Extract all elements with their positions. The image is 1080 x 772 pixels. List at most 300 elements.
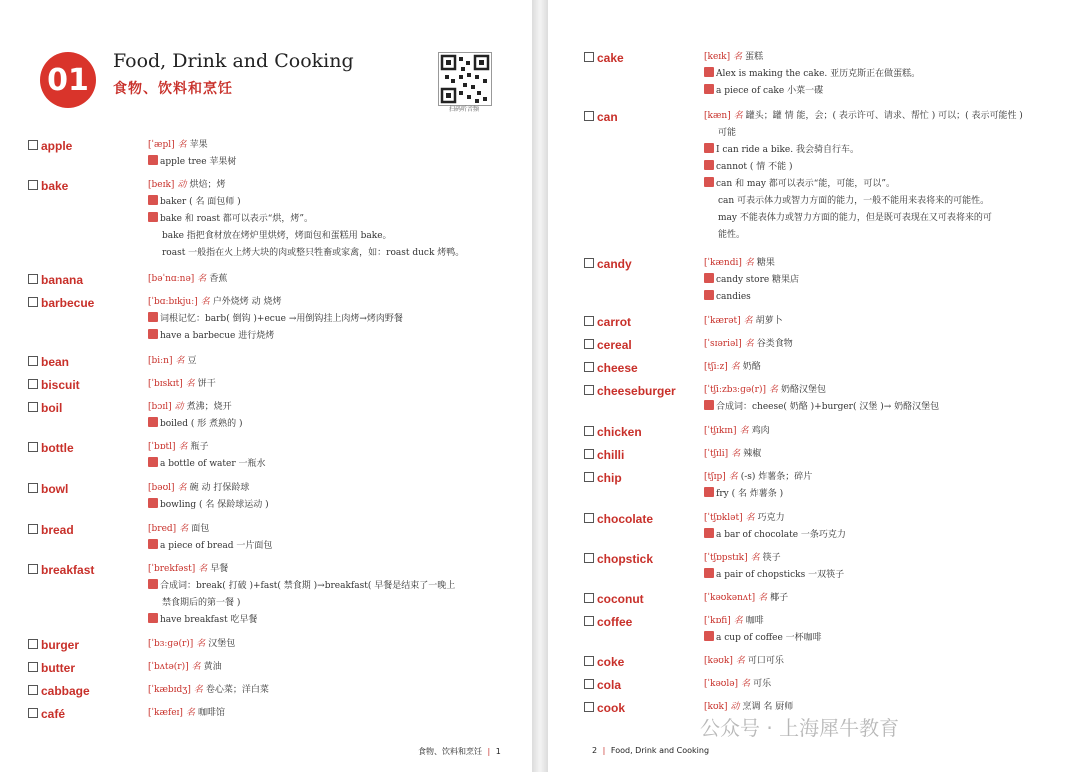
definition-line bbox=[704, 550, 844, 567]
word-4 bbox=[584, 338, 632, 352]
phonetic: [biːn] bbox=[148, 356, 173, 366]
entry-details bbox=[148, 376, 216, 393]
note-text: 合成词：break( 打破 )+fast( 禁食期 )→breakfast( 早餐是结束了一晚上 bbox=[160, 581, 456, 591]
part-of-speech: 名 bbox=[731, 449, 741, 459]
checkbox-icon[interactable] bbox=[28, 274, 38, 284]
watermark: 公众号 · 上海犀牛教育 bbox=[700, 716, 900, 740]
checkbox-icon[interactable] bbox=[584, 472, 594, 482]
definition-line bbox=[148, 177, 464, 194]
headword: cola bbox=[597, 678, 622, 692]
note-text: candy store 糖果店 bbox=[716, 275, 800, 285]
note-tag-icon bbox=[148, 579, 158, 589]
word-10 bbox=[28, 563, 94, 577]
entry-details bbox=[704, 613, 822, 647]
part-of-speech: 名 bbox=[744, 258, 754, 268]
part-of-speech: 名 bbox=[185, 708, 195, 718]
word-9 bbox=[584, 471, 622, 485]
phonetic: [ˈtʃɒklət] bbox=[704, 513, 743, 523]
note-line bbox=[148, 311, 403, 328]
entry-details bbox=[704, 510, 846, 544]
checkbox-icon[interactable] bbox=[584, 52, 594, 62]
note-line bbox=[704, 83, 920, 100]
definition: 筷子 bbox=[762, 553, 781, 563]
checkbox-icon[interactable] bbox=[28, 662, 38, 672]
part-of-speech: 名 bbox=[735, 656, 745, 666]
note-text: bake 指把食材放在烤炉里烘烤，烤面包和蛋糕用 bake。 bbox=[162, 231, 392, 241]
note-line bbox=[148, 245, 464, 262]
note-tag-icon bbox=[704, 84, 714, 94]
note-line bbox=[704, 486, 812, 503]
word-6 bbox=[584, 384, 676, 398]
entry-details bbox=[704, 313, 783, 330]
checkbox-icon[interactable] bbox=[28, 402, 38, 412]
unit-number-badge: 01 bbox=[40, 52, 96, 108]
note-text: 可能 bbox=[718, 128, 737, 138]
note-text: cannot ( 情 不能 ) bbox=[716, 162, 793, 172]
note-text: a pair of chopsticks 一双筷子 bbox=[716, 570, 845, 580]
checkbox-icon[interactable] bbox=[584, 111, 594, 121]
left-page bbox=[0, 0, 532, 772]
headword: bread bbox=[41, 523, 74, 537]
part-of-speech: 名 bbox=[200, 297, 210, 307]
note-text: 合成词：cheese( 奶酪 )+burger( 汉堡 )→ 奶酪汉堡包 bbox=[716, 402, 940, 412]
entry-details bbox=[148, 705, 225, 722]
definition: 面包 bbox=[191, 524, 210, 534]
definition-line bbox=[148, 521, 272, 538]
definition: 黄油 bbox=[203, 662, 222, 672]
checkbox-icon[interactable] bbox=[584, 513, 594, 523]
phonetic: [keɪk] bbox=[704, 52, 731, 62]
note-text: a piece of bread 一片面包 bbox=[160, 541, 273, 551]
checkbox-icon[interactable] bbox=[28, 639, 38, 649]
headword: cereal bbox=[597, 338, 632, 352]
definition-line bbox=[148, 376, 216, 393]
definition-line bbox=[704, 108, 1023, 125]
headword: bake bbox=[41, 179, 69, 193]
note-line bbox=[148, 154, 236, 171]
checkbox-icon[interactable] bbox=[28, 483, 38, 493]
note-line bbox=[148, 456, 266, 473]
headword: breakfast bbox=[41, 563, 95, 577]
entry-details bbox=[704, 423, 770, 440]
definition: 碗 动 打保龄球 bbox=[189, 483, 250, 493]
checkbox-icon[interactable] bbox=[584, 593, 594, 603]
phonetic: [ˈtʃɒpstɪk] bbox=[704, 553, 748, 563]
definition: 卷心菜；洋白菜 bbox=[205, 685, 269, 695]
note-text: baker ( 名 面包师 ) bbox=[160, 197, 241, 207]
qr-code-icon bbox=[438, 52, 492, 106]
checkbox-icon[interactable] bbox=[584, 679, 594, 689]
part-of-speech: 名 bbox=[178, 442, 188, 452]
word-1 bbox=[584, 110, 618, 124]
note-text: 能性。 bbox=[718, 230, 746, 240]
entry-details bbox=[148, 177, 464, 262]
word-13 bbox=[584, 615, 632, 629]
headword: boil bbox=[41, 401, 63, 415]
entry-details bbox=[704, 446, 761, 463]
note-line bbox=[704, 159, 1023, 176]
part-of-speech: 名 bbox=[733, 52, 743, 62]
word-13 bbox=[28, 684, 90, 698]
part-of-speech: 名 bbox=[739, 426, 749, 436]
note-tag-icon bbox=[704, 568, 714, 578]
definition: 鸡肉 bbox=[751, 426, 770, 436]
phonetic: [ˈkəʊlə] bbox=[704, 679, 739, 689]
footer-left: 食物、饮料和烹饪 | 1 bbox=[418, 747, 501, 756]
footer-right: 2 | Food, Drink and Cooking bbox=[592, 746, 710, 755]
definition: 奶酪 bbox=[742, 362, 761, 372]
note-tag-icon bbox=[704, 143, 714, 153]
word-10 bbox=[584, 512, 653, 526]
phonetic: [ˈbɒtl] bbox=[148, 442, 176, 452]
checkbox-icon[interactable] bbox=[584, 616, 594, 626]
part-of-speech: 名 bbox=[733, 111, 743, 121]
note-text: may 不能表体力或智力方面的能力，但是既可表现在又可表将来的可 bbox=[718, 213, 992, 223]
word-14 bbox=[28, 707, 65, 721]
entry-details bbox=[704, 49, 920, 100]
note-tag-icon bbox=[704, 487, 714, 497]
entry-details bbox=[148, 399, 243, 433]
phonetic: [ˈkæfeɪ] bbox=[148, 708, 183, 718]
checkbox-icon[interactable] bbox=[584, 702, 594, 712]
definition-line bbox=[148, 682, 269, 699]
headword: café bbox=[41, 707, 66, 721]
definition: 豆 bbox=[187, 356, 197, 366]
word-8 bbox=[28, 482, 68, 496]
note-line bbox=[148, 538, 272, 555]
definition-line bbox=[704, 382, 939, 399]
entry-details bbox=[148, 682, 269, 699]
definition: 瓶子 bbox=[190, 442, 209, 452]
phonetic: [kəʊk] bbox=[704, 656, 733, 666]
headword: chopstick bbox=[597, 552, 654, 566]
note-text: 词根记忆：barb( 倒钩 )+ecue →用倒钩挂上肉烤→烤肉野餐 bbox=[160, 314, 403, 324]
headword: chocolate bbox=[597, 512, 654, 526]
note-line bbox=[704, 630, 822, 647]
note-text: bake 和 roast 都可以表示“烘，烤”。 bbox=[160, 214, 314, 224]
definition: 椰子 bbox=[770, 593, 789, 603]
entry-details bbox=[704, 653, 784, 670]
checkbox-icon[interactable] bbox=[28, 379, 38, 389]
part-of-speech: 名 bbox=[743, 316, 753, 326]
part-of-speech: 名 bbox=[745, 513, 755, 523]
checkbox-icon[interactable] bbox=[28, 140, 38, 150]
note-tag-icon bbox=[704, 67, 714, 77]
note-tag-icon bbox=[148, 613, 158, 623]
note-tag-icon bbox=[704, 177, 714, 187]
phonetic: [bred] bbox=[148, 524, 177, 534]
entry-details bbox=[704, 590, 788, 607]
phonetic: [bəʊl] bbox=[148, 483, 175, 493]
phonetic: [ˈtʃiːzbɜːɡə(r)] bbox=[704, 385, 766, 395]
checkbox-icon[interactable] bbox=[28, 442, 38, 452]
note-tag-icon bbox=[704, 528, 714, 538]
phonetic: [ˈbʌtə(r)] bbox=[148, 662, 189, 672]
checkbox-icon[interactable] bbox=[584, 449, 594, 459]
checkbox-icon[interactable] bbox=[28, 180, 38, 190]
note-line bbox=[148, 194, 464, 211]
part-of-speech: 名 bbox=[198, 564, 208, 574]
footer-left-text: 食物、饮料和烹饪 bbox=[418, 747, 482, 756]
entry-details bbox=[704, 676, 771, 693]
headword: coffee bbox=[597, 615, 633, 629]
part-of-speech: 名 bbox=[193, 685, 203, 695]
part-of-speech: 名 bbox=[741, 679, 751, 689]
note-line bbox=[704, 176, 1023, 193]
definition: 煮沸；烧开 bbox=[186, 402, 232, 412]
footer-right-page: 2 bbox=[592, 746, 598, 755]
definition: 辣椒 bbox=[743, 449, 762, 459]
note-line bbox=[148, 578, 455, 595]
phonetic: [bəˈnɑːnə] bbox=[148, 274, 195, 284]
word-15 bbox=[584, 678, 621, 692]
definition: 糖果 bbox=[756, 258, 775, 268]
phonetic: [tʃɪp] bbox=[704, 472, 726, 482]
note-tag-icon bbox=[704, 160, 714, 170]
part-of-speech: 名 bbox=[185, 379, 195, 389]
phonetic: [ˈkæbɪdʒ] bbox=[148, 685, 191, 695]
entry-details bbox=[148, 137, 236, 171]
phonetic: [ˈbɑːbɪkjuː] bbox=[148, 297, 198, 307]
headword: butter bbox=[41, 661, 75, 675]
headword: cake bbox=[597, 51, 624, 65]
phonetic: [ˈkəʊkənʌt] bbox=[704, 593, 756, 603]
headword: biscuit bbox=[41, 378, 80, 392]
entry-details bbox=[148, 561, 455, 629]
phonetic: [ˈæpl] bbox=[148, 140, 175, 150]
part-of-speech: 名 bbox=[175, 356, 185, 366]
word-2 bbox=[584, 257, 632, 271]
phonetic: [tʃiːz] bbox=[704, 362, 728, 372]
definition: 香蕉 bbox=[209, 274, 228, 284]
definition: 户外烧烤 动 烧烤 bbox=[212, 297, 282, 307]
definition: 可乐 bbox=[753, 679, 772, 689]
entry-details bbox=[704, 255, 799, 306]
note-line bbox=[704, 527, 846, 544]
phonetic: [ˈsɪəriəl] bbox=[704, 339, 742, 349]
definition-line bbox=[704, 469, 812, 486]
word-9 bbox=[28, 523, 74, 537]
checkbox-icon[interactable] bbox=[584, 339, 594, 349]
definition: 奶酪汉堡包 bbox=[781, 385, 827, 395]
definition: (-s) 炸薯条；碎片 bbox=[740, 472, 813, 482]
phonetic: [ˈkændi] bbox=[704, 258, 742, 268]
part-of-speech: 名 bbox=[758, 593, 768, 603]
part-of-speech: 名 bbox=[733, 616, 743, 626]
entry-details bbox=[148, 521, 272, 555]
note-text: roast 一般指在火上烤大块的肉或整只牲畜或家禽，如：roast duck 烤鸭。 bbox=[162, 248, 465, 258]
note-tag-icon bbox=[148, 195, 158, 205]
unit-title-zh: 食物、饮料和烹饪 bbox=[113, 81, 233, 97]
part-of-speech: 名 bbox=[197, 274, 207, 284]
entry-details bbox=[148, 439, 266, 473]
phonetic: [ˈbɪskɪt] bbox=[148, 379, 183, 389]
word-7 bbox=[28, 441, 74, 455]
unit-title-en: Food, Drink and Cooking bbox=[113, 50, 354, 72]
checkbox-icon[interactable] bbox=[584, 316, 594, 326]
definition: 可口可乐 bbox=[747, 656, 784, 666]
word-5 bbox=[28, 378, 80, 392]
note-line bbox=[704, 399, 939, 416]
word-3 bbox=[584, 315, 631, 329]
definition: 咖啡馆 bbox=[197, 708, 225, 718]
definition-line bbox=[704, 676, 771, 693]
note-line bbox=[704, 142, 1023, 159]
checkbox-icon[interactable] bbox=[584, 385, 594, 395]
word-3 bbox=[28, 296, 94, 310]
word-6 bbox=[28, 401, 62, 415]
word-14 bbox=[584, 655, 624, 669]
headword: cheese bbox=[597, 361, 638, 375]
note-line bbox=[148, 497, 269, 514]
definition: 饼干 bbox=[197, 379, 216, 389]
note-text: Alex is making the cake. 亚历克斯正在做蛋糕。 bbox=[716, 69, 921, 79]
definition-line bbox=[704, 336, 793, 353]
note-tag-icon bbox=[704, 631, 714, 641]
definition-line bbox=[148, 561, 455, 578]
headword: bean bbox=[41, 355, 70, 369]
headword: barbecue bbox=[41, 296, 95, 310]
part-of-speech: 动 bbox=[730, 702, 740, 712]
part-of-speech: 名 bbox=[177, 483, 187, 493]
checkbox-icon[interactable] bbox=[28, 708, 38, 718]
definition: 苹果 bbox=[189, 140, 208, 150]
footer-left-page: 1 bbox=[495, 747, 501, 756]
checkbox-icon[interactable] bbox=[584, 426, 594, 436]
part-of-speech: 名 bbox=[769, 385, 779, 395]
note-tag-icon bbox=[148, 212, 158, 222]
note-text: have breakfast 吃早餐 bbox=[160, 615, 258, 625]
word-7 bbox=[584, 425, 642, 439]
definition-line bbox=[704, 359, 761, 376]
definition: 烹调 名 厨师 bbox=[742, 702, 794, 712]
entry-details bbox=[704, 382, 939, 416]
note-tag-icon bbox=[148, 155, 158, 165]
word-0 bbox=[28, 139, 72, 153]
headword: cabbage bbox=[41, 684, 90, 698]
checkbox-icon[interactable] bbox=[28, 524, 38, 534]
checkbox-icon[interactable] bbox=[28, 685, 38, 695]
definition-line bbox=[148, 353, 197, 370]
note-text: can 和 may 都可以表示“能，可能，可以”。 bbox=[716, 179, 895, 189]
word-5 bbox=[584, 361, 638, 375]
phonetic: [ˈkærət] bbox=[704, 316, 741, 326]
word-0 bbox=[584, 51, 624, 65]
note-line bbox=[148, 328, 403, 345]
note-text: have a barbecue 进行烧烤 bbox=[160, 331, 275, 341]
phonetic: [kæn] bbox=[704, 111, 731, 121]
definition: 蛋糕 bbox=[745, 52, 764, 62]
note-tag-icon bbox=[148, 312, 158, 322]
word-16 bbox=[584, 701, 625, 715]
definition-line bbox=[148, 399, 243, 416]
headword: chilli bbox=[597, 448, 625, 462]
note-tag-icon bbox=[704, 273, 714, 283]
definition-line bbox=[148, 271, 227, 288]
checkbox-icon[interactable] bbox=[28, 564, 38, 574]
right-page bbox=[548, 0, 1080, 772]
entry-details bbox=[704, 550, 844, 584]
definition-line bbox=[148, 636, 235, 653]
entry-details bbox=[148, 480, 269, 514]
headword: apple bbox=[41, 139, 73, 153]
note-line bbox=[704, 125, 1023, 142]
checkbox-icon[interactable] bbox=[28, 356, 38, 366]
definition: 咖啡 bbox=[745, 616, 764, 626]
entry-details bbox=[704, 469, 812, 503]
note-line bbox=[148, 228, 464, 245]
definition-line bbox=[148, 137, 236, 154]
definition: 早餐 bbox=[210, 564, 229, 574]
entry-details bbox=[148, 353, 197, 370]
note-line bbox=[704, 193, 1023, 210]
phonetic: [beɪk] bbox=[148, 180, 175, 190]
headword: bowl bbox=[41, 482, 69, 496]
headword: banana bbox=[41, 273, 84, 287]
definition-line bbox=[704, 49, 920, 66]
headword: chip bbox=[597, 471, 622, 485]
phonetic: [ˈkɒfi] bbox=[704, 616, 731, 626]
definition-line bbox=[704, 613, 822, 630]
note-text: apple tree 苹果树 bbox=[160, 157, 237, 167]
word-12 bbox=[28, 661, 75, 675]
note-tag-icon bbox=[148, 329, 158, 339]
note-text: a bar of chocolate 一条巧克力 bbox=[716, 530, 846, 540]
phonetic: [ˈbrekfəst] bbox=[148, 564, 196, 574]
checkbox-icon[interactable] bbox=[584, 258, 594, 268]
entry-details bbox=[148, 294, 403, 345]
word-11 bbox=[584, 552, 653, 566]
definition: 巧克力 bbox=[757, 513, 785, 523]
definition-line bbox=[704, 510, 846, 527]
part-of-speech: 动 bbox=[174, 402, 184, 412]
checkbox-icon[interactable] bbox=[584, 553, 594, 563]
definition: 罐头；罐 情 能，会；( 表示许可、请求、帮忙 ) 可以；( 表示可能性 ) bbox=[745, 111, 1023, 121]
definition: 烘焙；烤 bbox=[189, 180, 226, 190]
definition-line bbox=[704, 590, 788, 607]
definition-line bbox=[704, 255, 799, 272]
headword: cook bbox=[597, 701, 626, 715]
note-line bbox=[704, 210, 1023, 227]
note-line bbox=[148, 416, 243, 433]
phonetic: [bɔɪl] bbox=[148, 402, 172, 412]
definition: 谷类食物 bbox=[756, 339, 793, 349]
note-line bbox=[704, 567, 844, 584]
headword: burger bbox=[41, 638, 80, 652]
part-of-speech: 名 bbox=[730, 362, 740, 372]
note-tag-icon bbox=[148, 457, 158, 467]
qr-caption: 扫码听音频 bbox=[448, 106, 479, 113]
headword: bottle bbox=[41, 441, 74, 455]
phonetic: [ˈtʃɪli] bbox=[704, 449, 729, 459]
note-tag-icon bbox=[148, 539, 158, 549]
checkbox-icon[interactable] bbox=[28, 297, 38, 307]
word-12 bbox=[584, 592, 644, 606]
note-text: a piece of cake 小菜一碟 bbox=[716, 86, 824, 96]
note-line bbox=[148, 595, 455, 612]
headword: coconut bbox=[597, 592, 644, 606]
phonetic: [ˈtʃɪkɪn] bbox=[704, 426, 737, 436]
note-line bbox=[148, 211, 464, 228]
part-of-speech: 名 bbox=[177, 140, 187, 150]
checkbox-icon[interactable] bbox=[584, 656, 594, 666]
note-tag-icon bbox=[148, 417, 158, 427]
note-line bbox=[704, 66, 920, 83]
definition-line bbox=[148, 439, 266, 456]
note-text: boiled ( 形 煮熟的 ) bbox=[160, 419, 243, 429]
phonetic: [ˈbɜːɡə(r)] bbox=[148, 639, 194, 649]
checkbox-icon[interactable] bbox=[584, 362, 594, 372]
